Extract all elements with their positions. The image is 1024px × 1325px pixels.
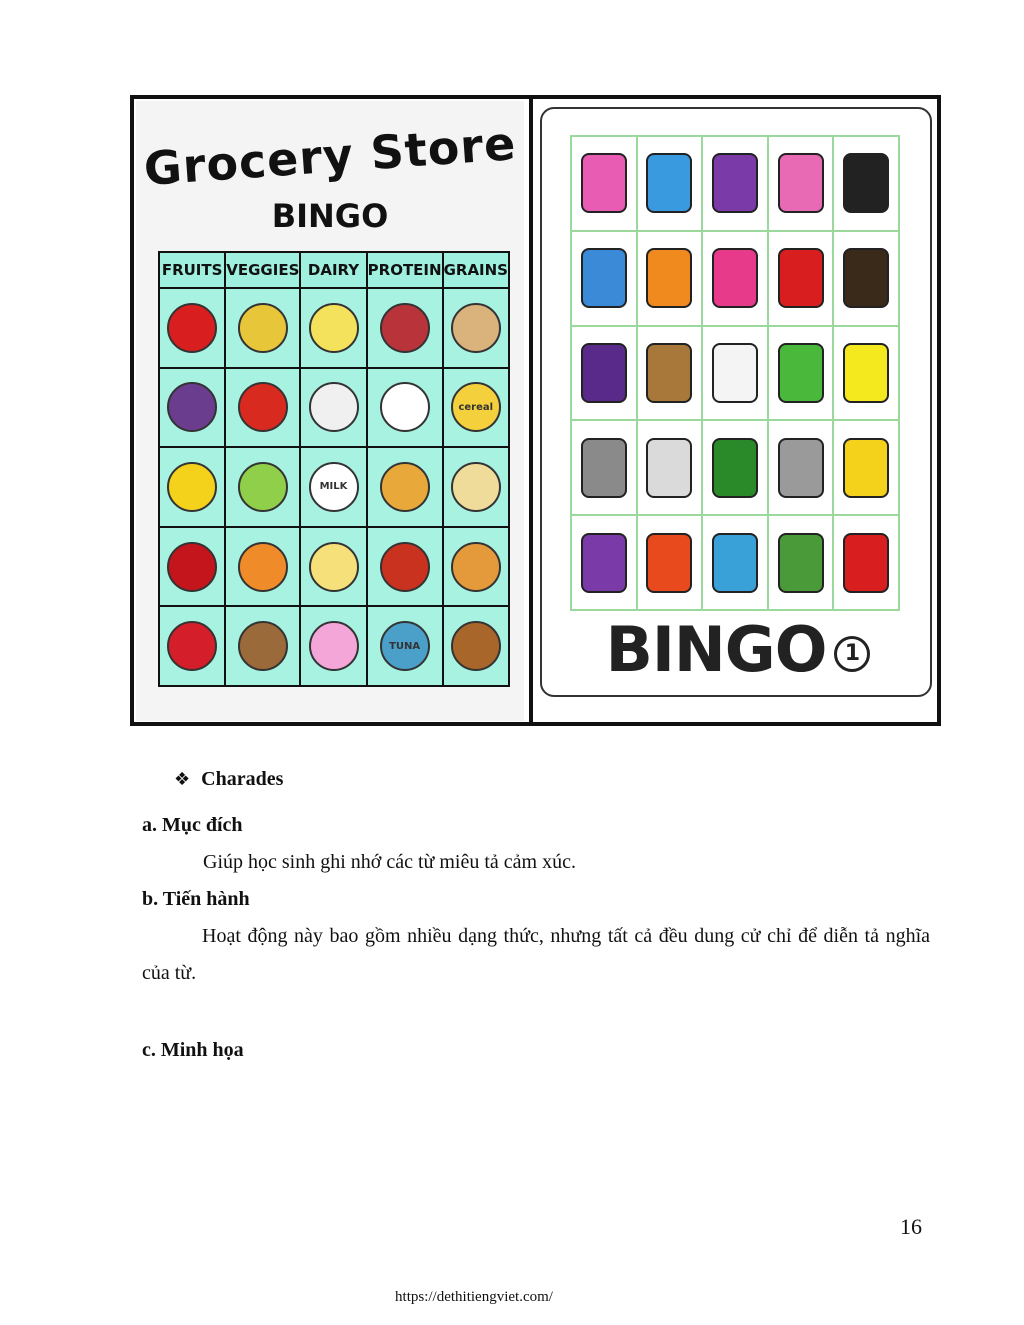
grocery-subtitle: BINGO: [271, 197, 389, 235]
card-number: 1: [834, 636, 870, 672]
clothes-cell: [572, 137, 636, 230]
grocery-cell: [160, 369, 224, 447]
yogurt-icon: [309, 382, 359, 432]
grocery-cell: [368, 528, 442, 606]
clothes-bingo-label: [542, 613, 934, 686]
clothes-cell: [769, 137, 833, 230]
watch-icon: [843, 438, 889, 498]
trousers-icon: [646, 343, 692, 403]
page-number: 16: [900, 1214, 922, 1239]
grocery-cell: [301, 369, 365, 447]
jacket-icon: [778, 153, 824, 213]
clothes-cell: [834, 421, 898, 514]
grocery-cell: [368, 289, 442, 367]
grocery-cell: [160, 448, 224, 526]
bingo-word: BINGO: [605, 613, 827, 686]
grocery-cell: [444, 448, 508, 526]
grocery-grid: [158, 251, 510, 687]
figure-divider: [529, 99, 533, 722]
tie-icon: [778, 248, 824, 308]
column-header-grains: GRAINS: [444, 253, 508, 287]
grocery-cell: [368, 607, 442, 685]
clothes-cell: [834, 137, 898, 230]
sunglasses-icon: [712, 438, 758, 498]
clothes-cell: [638, 137, 702, 230]
diamond-bullet-icon: ❖: [174, 769, 191, 790]
cheese-icon: [309, 303, 359, 353]
clothes-cell: [638, 327, 702, 420]
grapes-icon: [167, 382, 217, 432]
text-a: Giúp học sinh ghi nhớ các từ miêu tả cảm xúc.: [203, 851, 576, 873]
label-c: c. Minh họa: [142, 1039, 244, 1061]
name-tag-icon: [712, 533, 758, 593]
socks-icon: [646, 533, 692, 593]
clothes-cell: [703, 137, 767, 230]
pasta-icon: [451, 462, 501, 512]
clothes-cell: [834, 327, 898, 420]
clothes-cell: [638, 232, 702, 325]
hat-icon: [712, 248, 758, 308]
corn-icon: [238, 303, 288, 353]
clothes-bingo-card: [540, 107, 932, 697]
text-b: Hoạt động này bao gồm nhiều dạng thức, nhưng tất cả đều dung cử chỉ để diễn tả nghĩa của từ.: [142, 925, 930, 984]
grocery-cell: [160, 528, 224, 606]
clothes-cell: [703, 516, 767, 609]
tomatoes-icon: [238, 382, 288, 432]
gloves-icon: [778, 438, 824, 498]
peanut-butter-icon: [380, 542, 430, 592]
skirt-icon: [581, 343, 627, 403]
grocery-title: Grocery Store: [142, 116, 518, 196]
grocery-cell: [444, 369, 508, 447]
charades-heading: [174, 767, 283, 792]
carrots-icon: [238, 542, 288, 592]
label-b: b. Tiến hành: [142, 888, 250, 910]
lettuce-icon: [238, 462, 288, 512]
chicken-icon: [380, 462, 430, 512]
cherries-icon: [167, 542, 217, 592]
sweater-icon: [843, 343, 889, 403]
grocery-cell: [301, 528, 365, 606]
label-a: a. Mục đích: [142, 814, 243, 836]
grocery-cell: [444, 289, 508, 367]
dress-icon: [843, 533, 889, 593]
clothes-cell: [572, 327, 636, 420]
boots-icon: [843, 248, 889, 308]
clothes-cell: [703, 421, 767, 514]
sneakers-icon: [646, 438, 692, 498]
grocery-cell: [368, 448, 442, 526]
column-header-dairy: DAIRY: [301, 253, 365, 287]
footer-url: https://dethitiengviet.com/: [395, 1289, 553, 1305]
bread-icon: [451, 303, 501, 353]
grocery-cell: [301, 607, 365, 685]
grocery-bingo-card: [136, 101, 524, 721]
bingo-figure: [130, 95, 941, 726]
flip-flops-icon: [646, 153, 692, 213]
column-header-fruits: FRUITS: [160, 253, 224, 287]
apple-icon: [167, 303, 217, 353]
jeans-icon: [581, 248, 627, 308]
uniform-icon: [778, 533, 824, 593]
clothes-grid: [570, 135, 900, 611]
tank-top-icon: [712, 343, 758, 403]
grocery-cell: [226, 607, 299, 685]
grocery-cell: [160, 607, 224, 685]
crackers-icon: [451, 542, 501, 592]
grocery-cell: [301, 289, 365, 367]
tuna-icon: TUNA: [380, 621, 430, 671]
shoes-icon: [712, 153, 758, 213]
cereal-icon: cereal: [451, 382, 501, 432]
clothes-cell: [638, 421, 702, 514]
clothes-cell: [834, 516, 898, 609]
muffin-icon: [451, 621, 501, 671]
clothes-cell: [703, 327, 767, 420]
heading-text: Charades: [201, 768, 284, 790]
bananas-icon: [167, 462, 217, 512]
grocery-cell: [226, 528, 299, 606]
clothes-cell: [638, 516, 702, 609]
robe-icon: [581, 153, 627, 213]
grocery-cell: [226, 448, 299, 526]
clothes-cell: [769, 327, 833, 420]
grocery-cell: [226, 369, 299, 447]
egg-icon: [380, 382, 430, 432]
grocery-cell: [444, 607, 508, 685]
clothes-cell: [572, 516, 636, 609]
ring-icon: [581, 533, 627, 593]
potatoes-icon: [238, 621, 288, 671]
clothes-cell: [572, 421, 636, 514]
clothes-cell: [834, 232, 898, 325]
grocery-cell: [160, 289, 224, 367]
steak-icon: [380, 303, 430, 353]
grocery-cell: [226, 289, 299, 367]
clothes-cell: [769, 232, 833, 325]
milk-icon: MILK: [309, 462, 359, 512]
clothes-cell: [572, 232, 636, 325]
butter-icon: [309, 542, 359, 592]
clothes-cell: [703, 232, 767, 325]
clothes-cell: [769, 516, 833, 609]
helmet-icon: [646, 248, 692, 308]
ice-cream-icon: [309, 621, 359, 671]
strawberries-icon: [167, 621, 217, 671]
grocery-cell: [444, 528, 508, 606]
column-header-veggies: VEGGIES: [226, 253, 299, 287]
earrings-icon: [843, 153, 889, 213]
coat-icon: [778, 343, 824, 403]
grocery-cell: [301, 448, 365, 526]
hoodie-icon: [581, 438, 627, 498]
clothes-cell: [769, 421, 833, 514]
column-header-protein: PROTEIN: [368, 253, 442, 287]
grocery-cell: [368, 369, 442, 447]
